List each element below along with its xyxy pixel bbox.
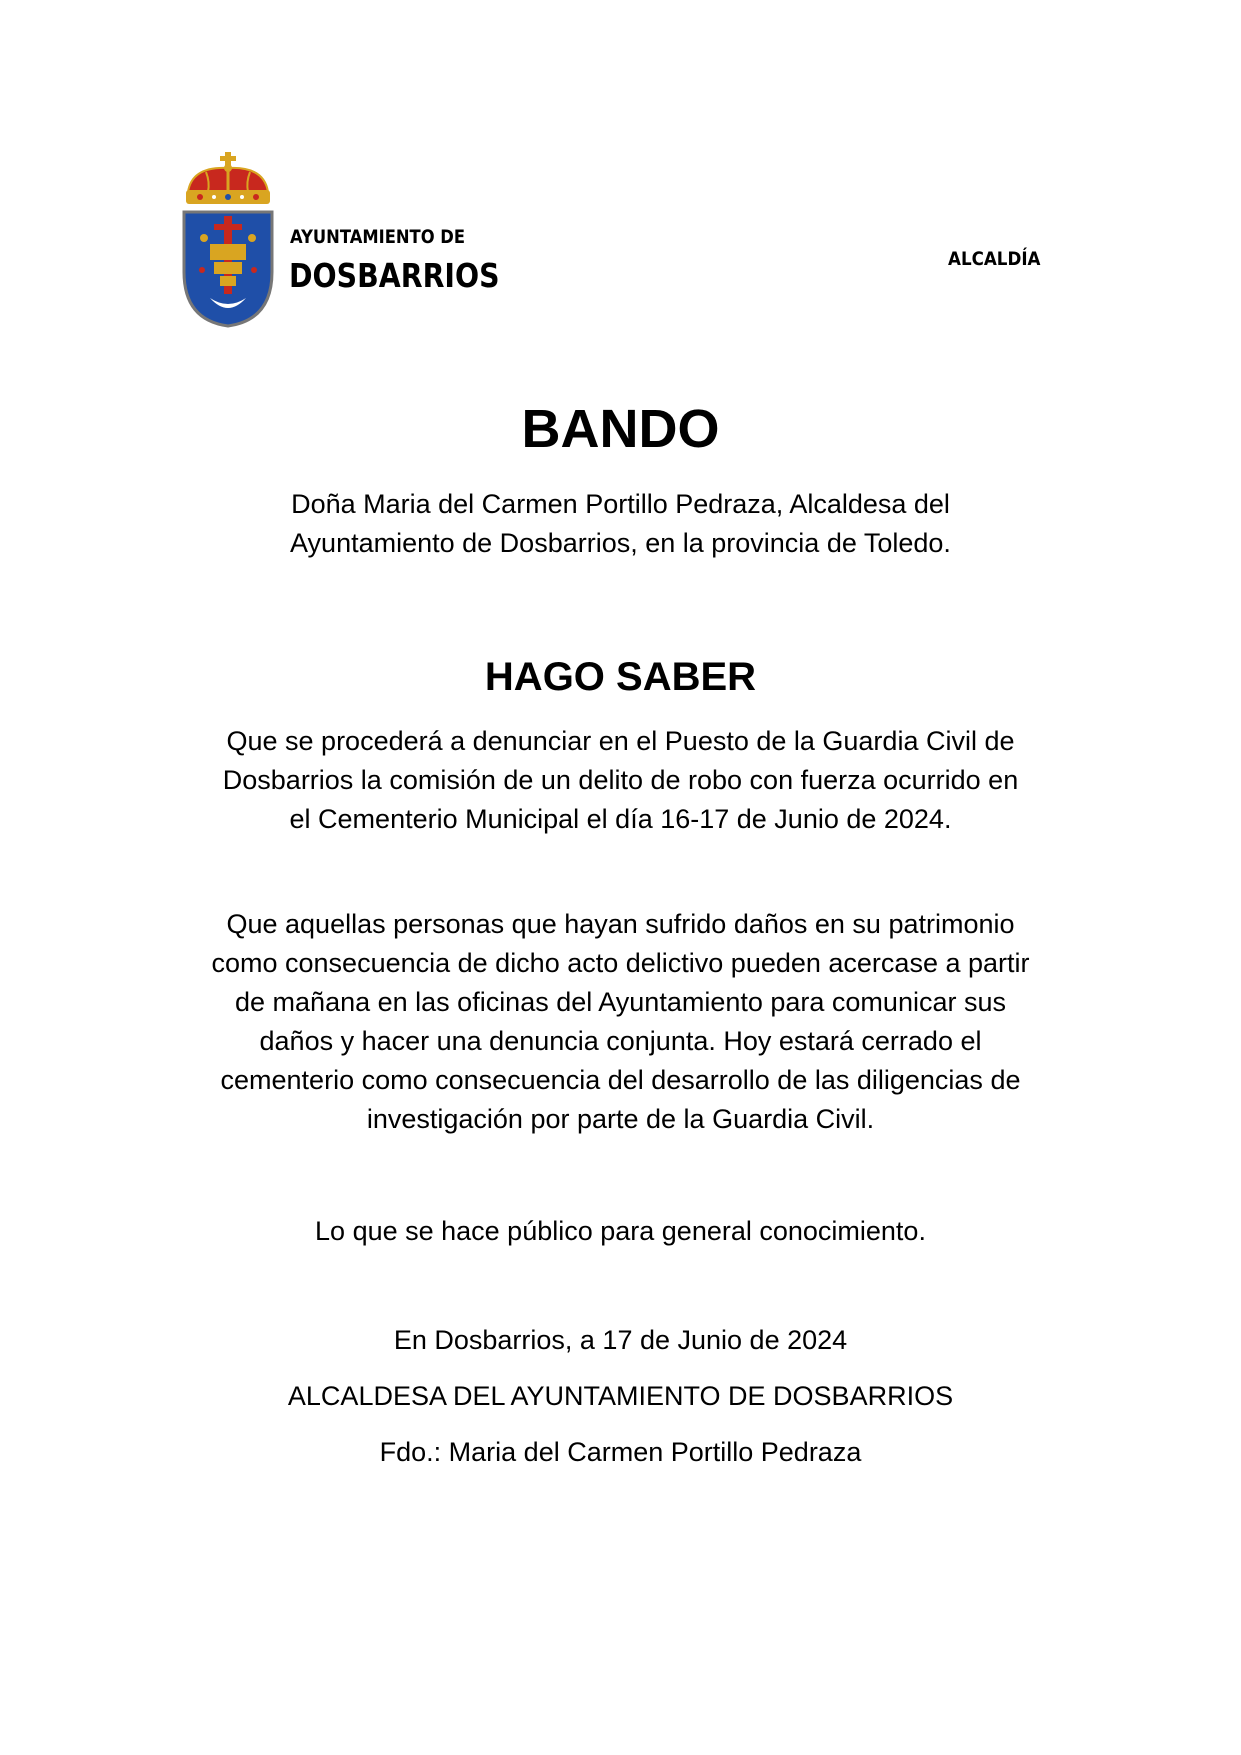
place-and-date: En Dosbarrios, a 17 de Junio de 2024 (393, 1325, 848, 1355)
section-heading: HAGO SABER (484, 655, 757, 699)
organization-name-line1: AYUNTAMIENTO DE (290, 226, 466, 248)
paragraph-line: el Cementerio Municipal el día 16-17 de Junio de 2024. (289, 804, 952, 834)
paragraph-line: cementerio como consecuencia del desarrollo de las diligencias de (220, 1065, 1021, 1095)
body-paragraph-2 (0, 905, 1241, 1139)
department-label: ALCALDÍA (948, 248, 1041, 270)
signatory-name: Fdo.: Maria del Carmen Portillo Pedraza (379, 1437, 862, 1467)
paragraph-line: Que aquellas personas que hayan sufrido daños en su patrimonio (226, 909, 1015, 939)
body-paragraph-1 (0, 722, 1241, 839)
coat-of-arms-icon (180, 152, 276, 328)
paragraph-line: Dosbarrios la comisión de un delito de robo con fuerza ocurrido en (222, 765, 1019, 795)
paragraph-line: como consecuencia de dicho acto delictivo pueden acercase a partir (211, 948, 1030, 978)
paragraph-line: daños y hacer una denuncia conjunta. Hoy estará cerrado el (259, 1026, 982, 1056)
intro-line: Ayuntamiento de Dosbarrios, en la provincia de Toledo. (290, 528, 951, 558)
signatory-title: ALCALDESA DEL AYUNTAMIENTO DE DOSBARRIOS (287, 1381, 954, 1411)
closing-statement: Lo que se hace público para general conocimiento. (315, 1216, 926, 1246)
intro-paragraph (0, 485, 1241, 563)
paragraph-line: Que se procederá a denunciar en el Puesto de la Guardia Civil de (226, 726, 1015, 756)
letterhead (0, 0, 1241, 340)
document-title: BANDO (521, 399, 720, 459)
paragraph-line: de mañana en las oficinas del Ayuntamiento para comunicar sus (235, 987, 1006, 1017)
intro-line: Doña Maria del Carmen Portillo Pedraza, Alcaldesa del (291, 489, 950, 519)
paragraph-line: investigación por parte de la Guardia Civil. (366, 1104, 875, 1134)
organization-name-line2: DOSBARRIOS (289, 256, 500, 295)
